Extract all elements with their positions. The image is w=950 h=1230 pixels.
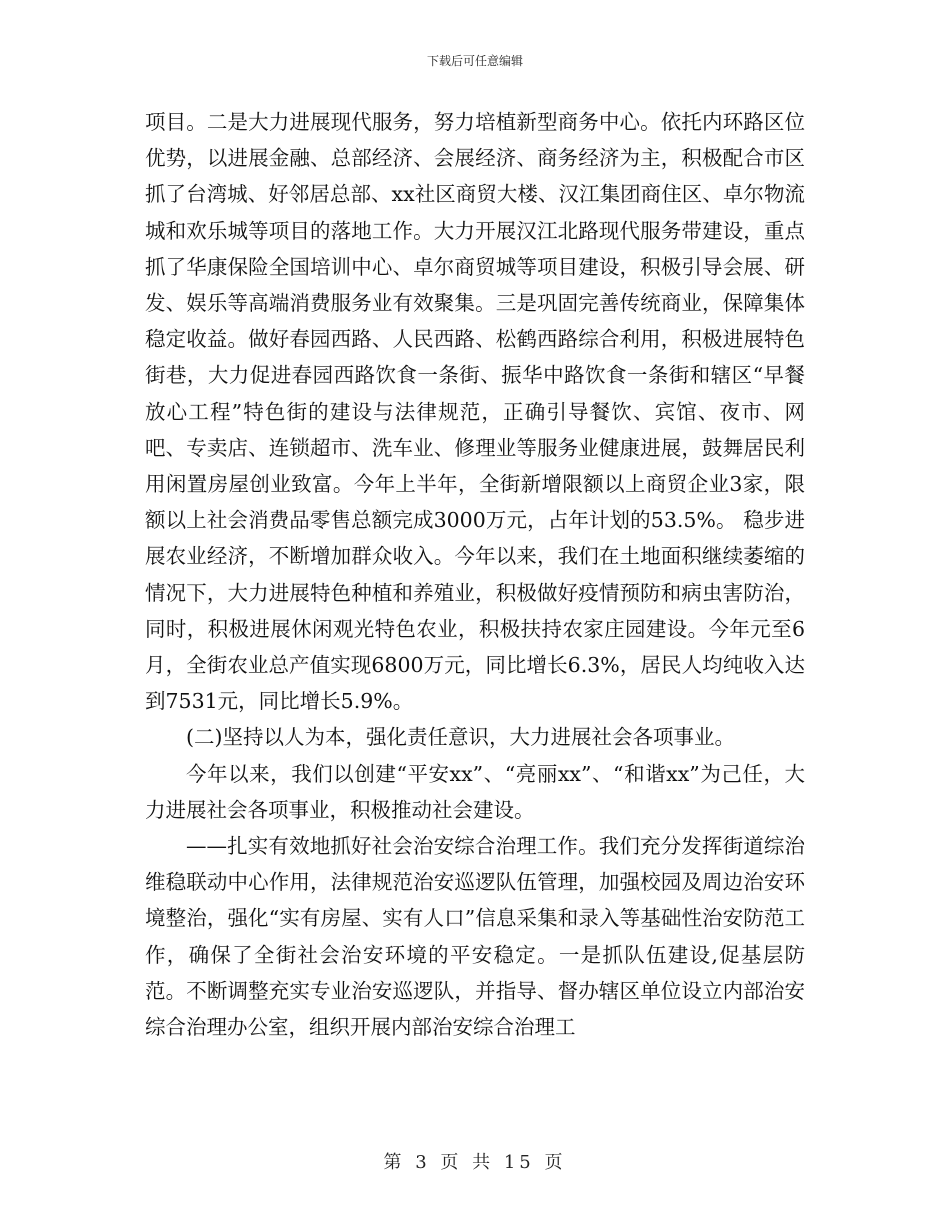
- document-body: [145, 104, 805, 1045]
- section-heading-2: (二)坚持以人为本，强化责任意识，大力进展社会各项事业。: [186, 725, 735, 750]
- body-paragraph-4: ——扎实有效地抓好社会治安综合治理工作。我们充分发挥街道综治维稳联动中心作用，法律规范治安巡逻队伍管理，加强校园及周边治安环境整治，强化“实有房屋、实有人口”信息采集和录入等基础性治安防范工作，确保了全街社会治安环境的平安稳定。一是抓队伍建设,促基层防范。不断调整充实专业治安巡逻队，并指导、督办辖区单位设立内部治安综合治理办公室，组织开展内部治安综合治理工: [145, 834, 805, 1040]
- body-paragraph-3: 今年以来，我们以创建“平安xx”、“亮丽xx”、“和谐xx”为己任，大力进展社会各项事业，积极推动社会建设。: [145, 761, 805, 822]
- body-paragraph-1: 项目。二是大力进展现代服务，努力培植新型商务中心。依托内环路区位优势，以进展金融、总部经济、会展经济、商务经济为主，积极配合市区抓了台湾城、好邻居总部、xx社区商贸大楼、汉江集团商住区、卓尔物流城和欢乐城等项目的落地工作。大力开展汉江北路现代服务带建设，重点抓了华康保险全国培训中心、卓尔商贸城等项目建设，积极引导会展、研发、娱乐等高端消费服务业有效聚集。三是巩固完善传统商业，保障集体稳定收益。做好春园西路、人民西路、松鹤西路综合利用，积极进展特色街巷，大力促进春园西路饮食一条街、振华中路饮食一条街和辖区“早餐放心工程”特色街的建设与法律规范，正确引导餐饮、宾馆、夜市、网吧、专卖店、连锁超市、洗车业、修理业等服务业健康进展，鼓舞居民利用闲置房屋创业致富。今年上半年，全街新增限额以上商贸企业3家，限额以上社会消费品零售总额完成3000万元，占年计划的53.5%。 稳步进展农业经济，不断增加群众收入。今年以来，我们在土地面积继续萎缩的情况下，大力进展特色种植和养殖业，积极做好疫情预防和病虫害防治，同时，积极进展休闲观光特色农业，积极扶持农家庄园建设。今年元至6月，全街农业总产值实现6800万元，同比增长6.3%，居民人均纯收入达到7531元，同比增长5.9%。: [145, 110, 805, 714]
- page-number-footer: 第 3 页 共 15 页: [383, 1152, 567, 1173]
- page-header-note: 下载后可任意编辑: [426, 54, 523, 68]
